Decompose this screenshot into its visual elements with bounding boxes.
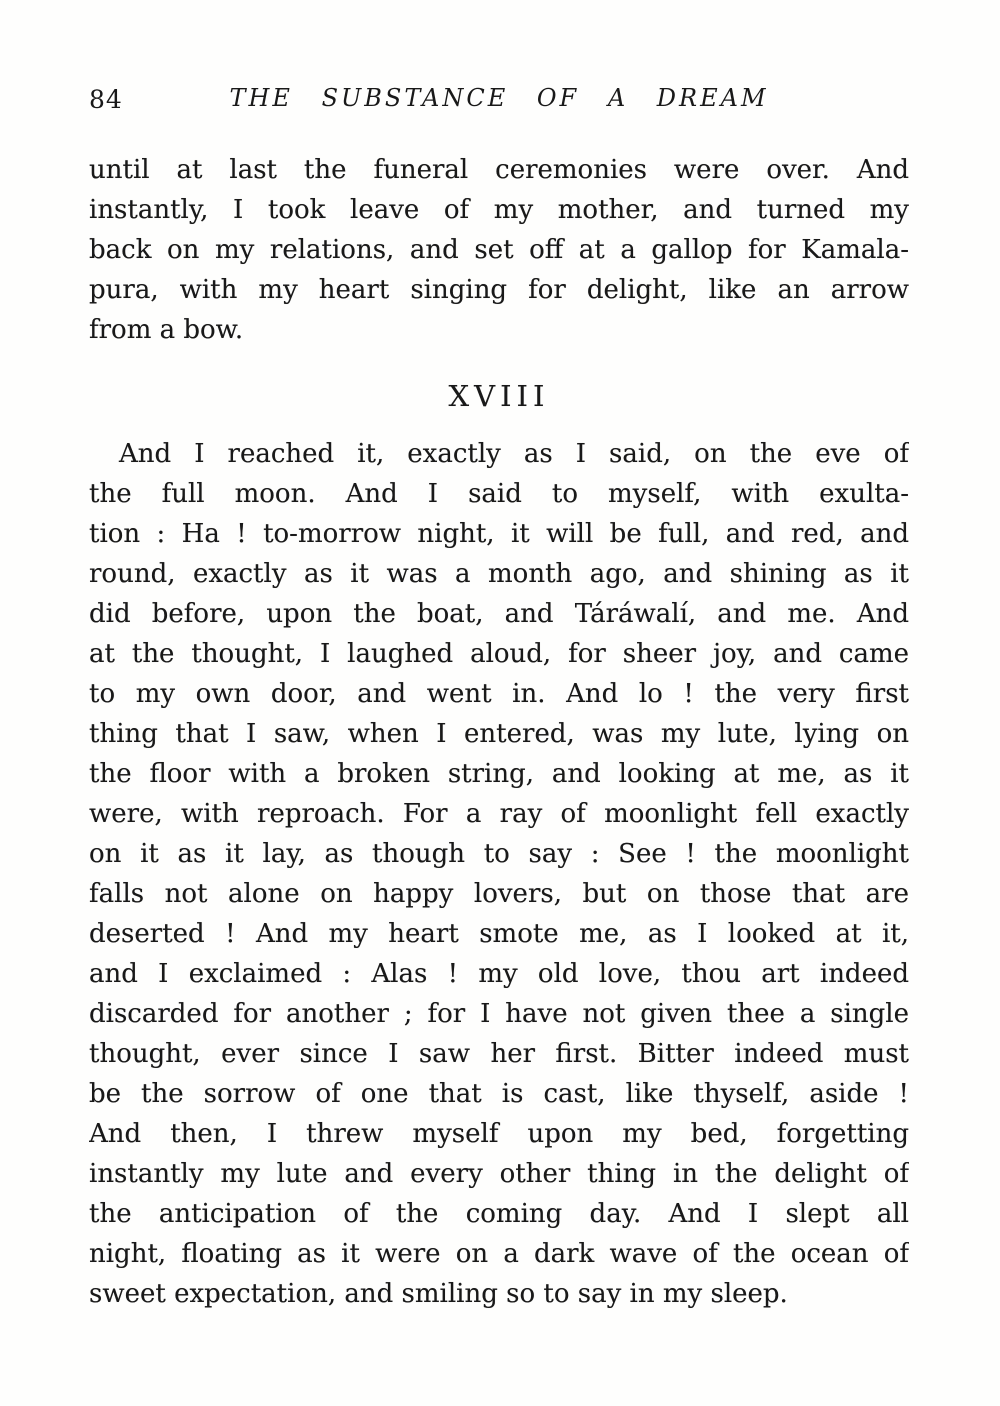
text-line: from a bow. xyxy=(89,315,244,345)
text-line: And then, I threw myself upon my bed, forgetting xyxy=(89,1119,909,1149)
section-heading: XVIII xyxy=(448,379,550,413)
running-title: THE SUBSTANCE OF A DREAM xyxy=(229,84,769,112)
text-line: discarded for another ; for I have not given thee a single xyxy=(89,999,909,1029)
text-line: were, with reproach. For a ray of moonlight fell exactly xyxy=(89,799,909,829)
page-header xyxy=(89,82,909,114)
text-line: round, exactly as it was a month ago, and shining as it xyxy=(89,559,909,589)
paragraph-main xyxy=(89,434,909,1314)
text-line: until at last the funeral ceremonies were over. And xyxy=(89,155,909,185)
text-line: instantly, I took leave of my mother, and turned my xyxy=(89,195,909,225)
text-line: the floor with a broken string, and looking at me, as it xyxy=(89,759,909,789)
text-line: tion : Ha ! to-morrow night, it will be full, and red, and xyxy=(89,519,909,549)
text-line: be the sorrow of one that is cast, like thyself, aside ! xyxy=(89,1079,909,1109)
text-block xyxy=(89,150,909,1314)
text-line: at the thought, I laughed aloud, for sheer joy, and came xyxy=(89,639,909,669)
text-line: And I reached it, exactly as I said, on the eve of xyxy=(119,439,909,469)
text-line: night, floating as it were on a dark wave of the ocean of xyxy=(89,1239,909,1269)
text-line: falls not alone on happy lovers, but on those that are xyxy=(89,879,909,909)
text-line: thing that I saw, when I entered, was my lute, lying on xyxy=(89,719,909,749)
text-line: pura, with my heart singing for delight, like an arrow xyxy=(89,275,909,305)
text-line: to my own door, and went in. And lo ! the very first xyxy=(89,679,909,709)
text-line: on it as it lay, as though to say : See ! the moonlight xyxy=(89,839,909,869)
text-line: deserted ! And my heart smote me, as I looked at it, xyxy=(89,919,909,949)
text-line: thought, ever since I saw her first. Bitter indeed must xyxy=(89,1039,909,1069)
text-line: sweet expectation, and smiling so to say in my sleep. xyxy=(89,1279,788,1309)
text-line: instantly my lute and every other thing in the delight of xyxy=(89,1159,909,1189)
text-line: the full moon. And I said to myself, with exulta- xyxy=(89,479,909,509)
text-line: and I exclaimed : Alas ! my old love, thou art indeed xyxy=(89,959,909,989)
text-line: back on my relations, and set off at a gallop for Kamala- xyxy=(89,235,909,265)
text-line: the anticipation of the coming day. And I slept all xyxy=(89,1199,909,1229)
page-number: 84 xyxy=(89,85,123,114)
text-line: did before, upon the boat, and Táráwalí, and me. And xyxy=(89,599,909,629)
paragraph-continuation xyxy=(89,150,909,350)
